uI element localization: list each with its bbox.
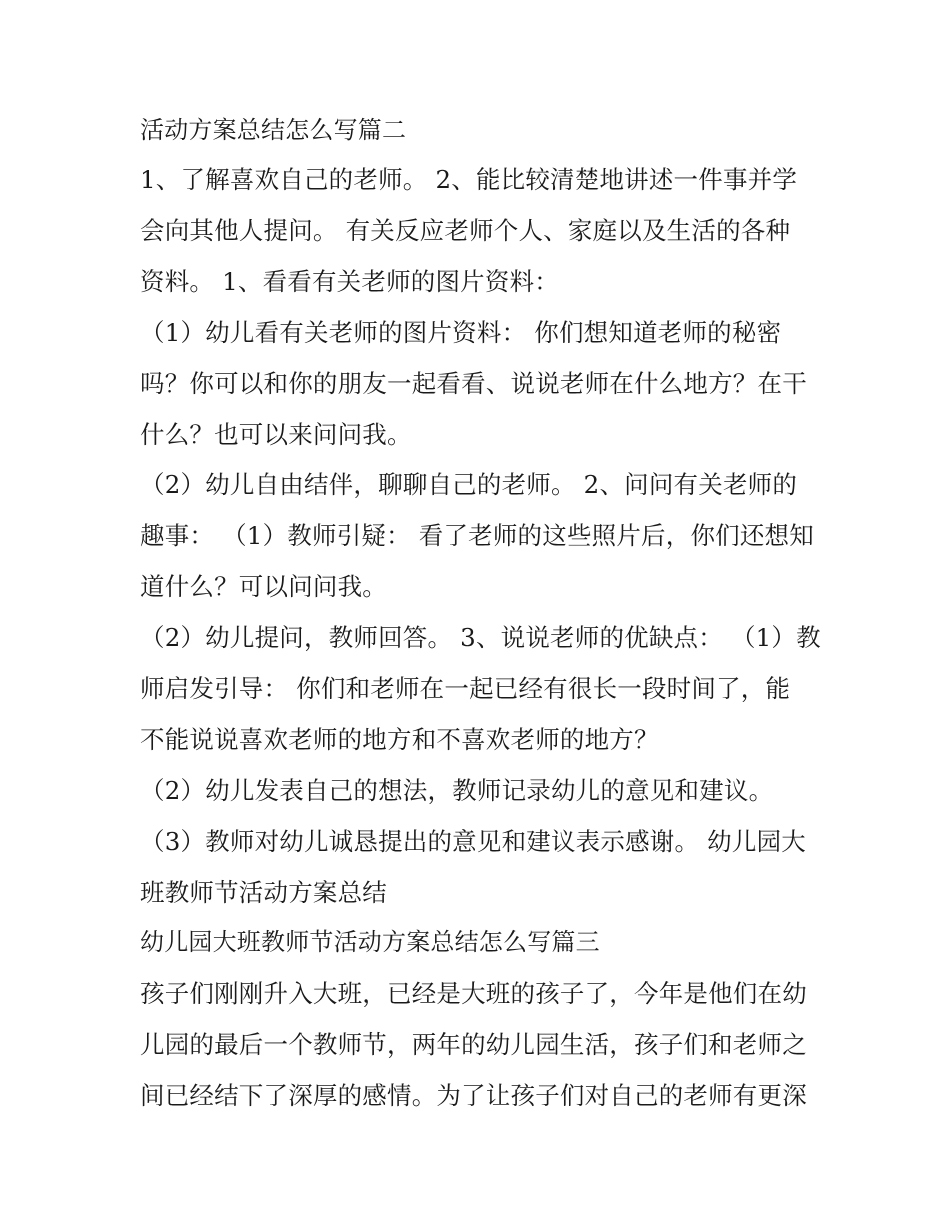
text-line: （2）幼儿自由结伴，聊聊自己的老师。 2、问问有关老师的 — [140, 470, 798, 499]
text-line: 班教师节活动方案总结 — [140, 878, 387, 907]
text-line: 1、了解喜欢自己的老师。 2、能比较清楚地讲述一件事并学 — [140, 165, 798, 194]
text-line: （1）幼儿看有关老师的图片资料： 你们想知道老师的秘密 — [140, 318, 782, 347]
text-line: 会向其他人提问。 有关反应老师个人、家庭以及生活的各种 — [140, 216, 791, 245]
text-line: 资料。 1、看看有关老师的图片资料： — [140, 267, 559, 296]
text-line: 师启发引导： 你们和老师在一起已经有很长一段时间了，能 — [140, 674, 791, 703]
text-line: 孩子们刚刚升入大班，已经是大班的孩子了，今年是他们在幼 — [140, 979, 807, 1008]
text-line: 儿园的最后一个教师节，两年的幼儿园生活，孩子们和老师之 — [140, 1030, 807, 1059]
text-line: 吗？你可以和你的朋友一起看看、说说老师在什么地方？在干 — [140, 369, 807, 398]
text-line: 什么？也可以来问问我。 — [140, 420, 412, 449]
text-line: （3）教师对幼儿诚恳提出的意见和建议表示感谢。 幼儿园大 — [140, 827, 806, 856]
text-line: （2）幼儿提问，教师回答。 3、说说老师的优缺点： （1）教 — [140, 623, 821, 652]
section-heading-3: 幼儿园大班教师节活动方案总结怎么写篇三 — [140, 928, 600, 956]
text-line: 不能说说喜欢老师的地方和不喜欢老师的地方？ — [140, 725, 659, 754]
text-line: 道什么？可以问问我。 — [140, 572, 387, 601]
text-line: 间已经结下了深厚的感情。为了让孩子们对自己的老师有更深 — [140, 1081, 807, 1110]
section-heading-2: 活动方案总结怎么写篇二 — [140, 116, 407, 144]
text-line: 趣事： （1）教师引疑： 看了老师的这些照片后，你们还想知 — [140, 521, 814, 550]
text-line: （2）幼儿发表自己的想法，教师记录幼儿的意见和建议。 — [140, 776, 774, 805]
